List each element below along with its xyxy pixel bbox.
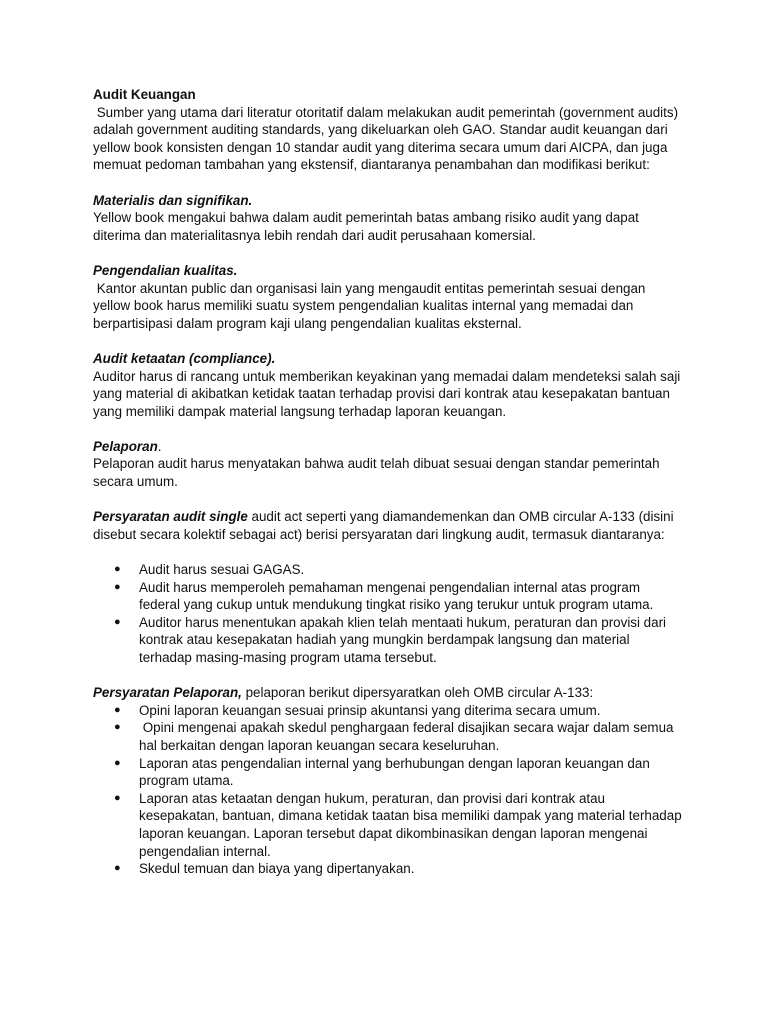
section-heading-pengendalian: Pengendalian kualitas. xyxy=(93,262,238,278)
list-item xyxy=(93,614,683,667)
spacer xyxy=(93,244,683,262)
list-item xyxy=(93,702,683,720)
section-body-pengendalian: Kantor akuntan public dan organisasi lain yang mengaudit entitas pemerintah sesuai dengan yellow book harus memiliki suatu system pengendalian kualitas internal yang memadai dan berpartisipasi dalam program kaji ulang pengendalian kualitas eksternal. xyxy=(93,280,650,331)
bullet-icon: ● xyxy=(114,721,121,734)
list-item xyxy=(93,755,683,790)
spacer xyxy=(93,420,683,438)
list-item-text: Opini laporan keuangan sesuai prinsip akuntansi yang diterima secara umum. xyxy=(139,702,601,718)
document-page xyxy=(93,86,686,878)
section-heading-pelaporan-suffix: . xyxy=(157,438,162,454)
persyaratan-pelaporan-list xyxy=(93,702,686,878)
section-body-ketaatan: Auditor harus di rancang untuk memberikan keyakinan yang memadai dalam mendeteksi salah saji yang material di akibatkan ketidak taatan terhadap provisi dari kontrak atau kesepakatan bantuan yang memiliki dampak material langsung terhadap laporan keuangan. xyxy=(93,368,681,419)
spacer xyxy=(93,174,683,192)
bullet-icon: ● xyxy=(114,791,121,804)
list-item xyxy=(93,790,686,860)
bullet-icon: ● xyxy=(114,563,121,576)
section-body-pelaporan: Pelaporan audit harus menyatakan bahwa audit telah dibuat sesuai dengan standar pemerintah secara umum. xyxy=(93,456,660,490)
bullet-icon: ● xyxy=(114,615,121,628)
bullet-icon: ● xyxy=(114,580,121,593)
section-heading-materialis: Materialis dan signifikan. xyxy=(93,192,253,208)
spacer xyxy=(93,332,683,350)
section-heading-persyaratan-pelaporan: Persyaratan Pelaporan, xyxy=(93,685,242,701)
intro-paragraph: Sumber yang utama dari literatur otoritatif dalam melakukan audit pemerintah (government audits) adalah government auditing standards, yang dikeluarkan oleh GAO. Standar audit keuangan dari yellow book konsisten dengan 10 standar audit yang diterima secara umum dari AICPA, dan juga memuat pedoman tambahan yang ekstensif, diantaranya penambahan dan modifikasi berikut: xyxy=(93,104,682,173)
document-title: Audit Keuangan xyxy=(93,87,196,102)
list-item xyxy=(93,561,683,579)
list-item xyxy=(93,719,683,754)
bullet-icon: ● xyxy=(114,862,121,875)
list-item-text: Opini mengenai apakah skedul penghargaan federal disajikan secara wajar dalam semua hal berkaitan dengan laporan keuangan secara keseluruhan. xyxy=(139,720,678,753)
list-item-text: Auditor harus menentukan apakah klien telah mentaati hukum, peraturan dan provisi dari kontrak atau kesepakatan hadiah yang mungkin berdampak langsung dan material terhadap masing-masing program utama tersebut. xyxy=(139,614,667,665)
section-body-persyaratan-pelaporan: pelaporan berikut dipersyaratkan oleh OMB circular A-133: xyxy=(241,685,594,701)
list-item xyxy=(93,860,683,878)
bullet-icon: ● xyxy=(114,703,121,716)
spacer xyxy=(93,491,683,509)
list-item-text: Laporan atas ketaatan dengan hukum, peraturan, dan provisi dari kontrak atau kesepakatan, bantuan, dimana ketidak taatan bisa memiliki dampak yang material terhadap laporan keuangan. Laporan tersebut dapat dikombinasikan dengan laporan mengenai pengendalian internal. xyxy=(139,790,686,859)
spacer xyxy=(93,667,683,685)
audit-single-list xyxy=(93,561,683,667)
list-item-text: Skedul temuan dan biaya yang dipertanyakan. xyxy=(139,861,415,877)
list-item-text: Audit harus sesuai GAGAS. xyxy=(139,562,305,578)
section-persyaratan-pelaporan xyxy=(93,684,683,702)
section-heading-audit-single: Persyaratan audit single xyxy=(93,509,248,525)
section-heading-pelaporan: Pelaporan xyxy=(93,438,158,454)
spacer xyxy=(93,543,683,561)
bullet-icon: ● xyxy=(114,756,121,769)
list-item-text: Laporan atas pengendalian internal yang berhubungan dengan laporan keuangan dan program utama. xyxy=(139,755,654,789)
section-heading-ketaatan: Audit ketaatan (compliance). xyxy=(93,350,276,366)
list-item-text: Audit harus memperoleh pemahaman mengenai pengendalian internal atas program federal yang cukup untuk mendukung tingkat risiko yang terukur untuk program utama. xyxy=(139,579,654,613)
section-audit-single xyxy=(93,508,683,543)
section-body-materialis: Yellow book mengakui bahwa dalam audit pemerintah batas ambang risiko audit yang dapat diterima dan materialitasnya lebih rendah dari audit perusahaan komersial. xyxy=(93,210,639,243)
section-body-audit-single: audit act seperti yang diamandemenkan dan OMB circular A-133 (disini disebut secara kolektif sebagai act) berisi persyaratan dari lingkung audit, termasuk diantaranya: xyxy=(93,509,678,542)
section-heading-pelaporan-line xyxy=(93,438,683,456)
list-item xyxy=(93,579,683,614)
